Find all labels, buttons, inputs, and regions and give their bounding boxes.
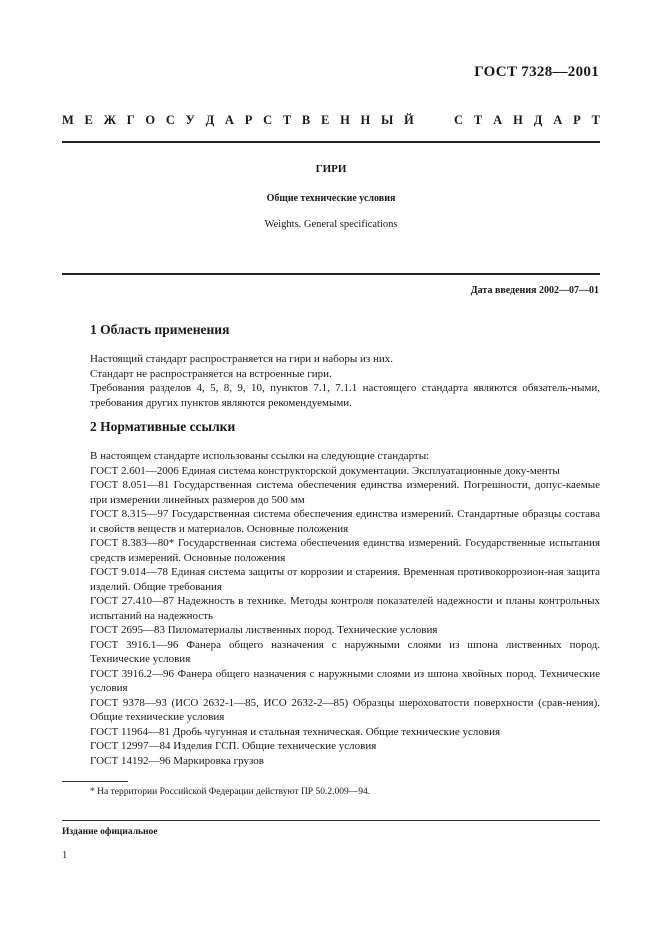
heading-letter: О — [145, 113, 156, 127]
heading-letter: Д — [533, 113, 543, 127]
footnote: * На территории Российской Федерации действуют ПР 50.2.009—94. — [90, 787, 371, 797]
reference-item: ГОСТ 8.315—97 Государственная система обеспечения единства измерений. Стандартные образцы состава и свойств веществ и материалов. Основные положения — [90, 508, 600, 535]
reference-item: ГОСТ 8.383—80* Государственная система обеспечения единства измерений. Государственные испытания средств измерений. Основные положения — [90, 537, 600, 564]
heading-letter: Д — [205, 113, 215, 127]
heading-letter: А — [553, 113, 563, 127]
standard-word-interstate — [62, 113, 414, 128]
heading-letter: Т — [591, 113, 600, 127]
section-1-body — [62, 352, 600, 410]
reference-item: ГОСТ 3916.2—96 Фанера общего назначения с наружными слоями из шпона хвойных пород. Технические условия — [90, 667, 600, 694]
heading-letter: Е — [320, 113, 330, 127]
standard-type-heading — [62, 113, 600, 128]
reference-item: ГОСТ 8.051—81 Государственная система обеспечения единства измерений. Погрешности, допус-каемые при измерении линейных размеров до 500 мм — [90, 479, 600, 506]
heading-letter: У — [185, 113, 195, 127]
reference-item: ГОСТ 12997—84 Изделия ГСП. Общие технические условия — [90, 740, 377, 752]
document-title-english: Weights. General specifications — [264, 219, 398, 230]
heading-letter: С — [263, 113, 273, 127]
heading-letter: Т — [473, 113, 483, 127]
heading-letter: Н — [513, 113, 523, 127]
heading-letter: А — [224, 113, 234, 127]
paragraph: Настоящий стандарт распространяется на гири и наборы из них. — [90, 353, 393, 365]
header-rule — [62, 141, 600, 143]
section-1-heading: 1 Область применения — [90, 322, 230, 337]
title-rule — [62, 273, 600, 275]
reference-item: ГОСТ 2695—83 Пиломатериалы лиственных пород. Технические условия — [90, 624, 438, 636]
heading-letter: С — [165, 113, 175, 127]
footnote-rule — [62, 781, 128, 782]
document-subtitle: Общие технические условия — [266, 193, 396, 204]
section-2-body — [62, 449, 600, 768]
reference-item: ГОСТ 3916.1—96 Фанера общего назначения с наружными слоями из шпона лиственных пород. Технические условия — [90, 638, 600, 665]
heading-letter: Н — [340, 113, 350, 127]
edition-label: Издание официальное — [62, 827, 158, 837]
heading-letter: Ж — [103, 113, 116, 127]
paragraph: Стандарт не распространяется на встроенные гири. — [90, 367, 332, 380]
reference-item: ГОСТ 2.601—2006 Единая система конструкторской документации. Эксплуатационные доку-менты — [90, 464, 560, 477]
reference-item: ГОСТ 27.410—87 Надежность в технике. Методы контроля показателей надежности и планы контрольных испытаний на надежность — [90, 595, 600, 622]
reference-item: ГОСТ 14192—96 Маркировка грузов — [90, 754, 264, 767]
document-title: ГИРИ — [315, 163, 347, 175]
heading-letter: Г — [126, 113, 135, 127]
heading-letter: Е — [84, 113, 93, 127]
reference-item: ГОСТ 9.014—78 Единая система защиты от коррозии и старения. Временная противокоррозион-ная защита изделий. Общие требования — [90, 566, 600, 593]
reference-item: ГОСТ 11964—81 Дробь чугунная и стальная техническая. Общие технические условия — [90, 725, 501, 738]
introduction-date: Дата введения 2002—07—01 — [470, 285, 599, 296]
heading-letter: М — [62, 113, 74, 127]
paragraph: Требования разделов 4, 5, 8, 9, 10, пунктов 7.1, 7.1.1 настоящего стандарта являются обязатель-ными, требования других пунктов являются рекомендуемыми. — [90, 382, 600, 409]
heading-letter: Т — [282, 113, 292, 127]
heading-letter: Р — [244, 113, 253, 127]
heading-letter: А — [493, 113, 503, 127]
document-number: ГОСТ 7328—2001 — [474, 64, 599, 80]
heading-letter: Н — [360, 113, 371, 127]
reference-item: ГОСТ 9378—93 (ИСО 2632-1—85, ИСО 2632-2—85) Образцы шероховатости поверхности (срав-нения). Общие технические условия — [90, 696, 600, 723]
page-number: 1 — [62, 850, 68, 861]
heading-letter: В — [301, 113, 311, 127]
heading-letter: Р — [573, 113, 581, 127]
paragraph: В настоящем стандарте использованы ссылки на следующие стандарты: — [90, 450, 430, 462]
standard-word-standard — [454, 113, 600, 128]
heading-letter: Й — [404, 113, 414, 127]
section-2-heading: 2 Нормативные ссылки — [90, 419, 236, 434]
footer-rule — [62, 820, 600, 821]
heading-letter: Ы — [381, 113, 394, 127]
heading-letter: С — [454, 113, 464, 127]
